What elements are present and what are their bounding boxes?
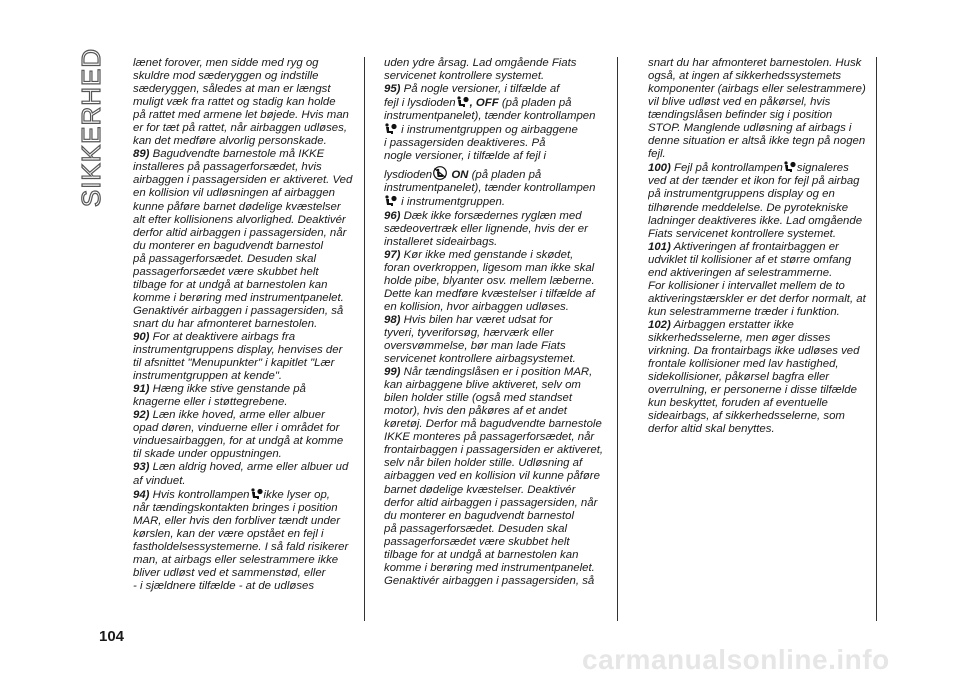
text-line: du monterer en bagudvendt barnestol	[384, 509, 574, 522]
text-line: derfor altid airbaggen i passagersiden, når	[133, 226, 347, 239]
paragraph-line: 93) Læn aldrig hoved, arme eller albuer ud	[133, 461, 349, 474]
note-number: 102)	[648, 318, 671, 331]
text-line: kan det medføre alvorlig personskade.	[133, 135, 327, 148]
airbag-warning-icon	[384, 123, 398, 135]
text-line: bliver udløst ved et sammenstød, eller	[133, 566, 326, 579]
text-line: køretøj. Derfor må bagudvendte barnestole	[384, 418, 602, 431]
text-line: STOP. Manglende udløsning af airbags i	[648, 122, 852, 135]
text-line: fastholdelsessystemerne. I så fald risikerer	[133, 540, 349, 553]
text-line: servicenet kontrollere systemet.	[384, 70, 545, 83]
note-number: 94)	[133, 488, 150, 501]
airbag-warning-icon	[384, 195, 398, 207]
text-line: sidekollisioner, påkørsel bagfra eller	[648, 371, 830, 384]
text-line: kun beskyttet, foruden af eventuelle	[648, 397, 828, 410]
text-line: lænet forover, men sidde med ryg og	[133, 57, 319, 69]
text-line: komme i berøring med instrumentpanelet.	[384, 561, 595, 574]
text-line: tilbage for at undgå at barnestolen kan	[384, 548, 579, 561]
text-line: Dette kan medføre kvæstelser i tilfælde af	[384, 287, 595, 300]
text-line: sikkerhedsselerne, men øger disses	[648, 331, 831, 344]
text-line: virkning. Da frontairbags ikke udløses ved	[648, 345, 860, 358]
text-line: tilbage for at undgå at barnestolen kan	[133, 278, 328, 291]
text-line: bilen holder stille (også med standset	[384, 392, 573, 405]
text-line: ved at der tænder et ikon for fejl på airbag	[648, 175, 860, 188]
text-line: udviklet til kollisioner af et større omfang	[648, 253, 852, 266]
text-line: kunne påføre barnet dødelige kvæstelser	[133, 200, 341, 213]
note-number: 93)	[133, 461, 150, 474]
note-number: 98)	[384, 313, 401, 326]
note-number: 91)	[133, 383, 150, 396]
text-line: passagerforsædet være skubbet helt	[384, 535, 570, 548]
text-line: ladninger deaktiveres ikke. Lad omgående	[648, 214, 863, 227]
watermark: carmanualsonline.info	[582, 644, 890, 675]
text-line: Genaktivér airbaggen i passagersiden, så	[133, 304, 344, 317]
text-line: på rattet med armene let bøjede. Hvis man	[133, 109, 349, 122]
text-line: derfor altid skal benyttes.	[648, 423, 775, 436]
text-line: tilhørende meddelelse. De pyrotekniske	[648, 201, 849, 214]
text-line: komponenter (airbags eller selestrammere)	[648, 83, 866, 96]
text-line: foran overkroppen, ligesom man ikke skal	[384, 261, 595, 274]
text-line: instrumentpanelet), tænder kontrollampen	[384, 110, 596, 123]
text-line: motor), hvis den påkøres af et andet	[384, 405, 567, 418]
text-line: til skade under oppustningen.	[133, 448, 282, 461]
text-line: denne situation er altså ikke tegn på nogen	[648, 135, 866, 148]
note-number: 99)	[384, 366, 401, 379]
note-number: 89)	[133, 148, 150, 161]
paragraph-line: 91) Hæng ikke stive genstande på	[133, 383, 306, 396]
note-number: 95)	[384, 83, 401, 96]
text-line: airbaggen ved en kollision vil kunne påføre	[384, 470, 600, 483]
text-line: af vinduet.	[133, 474, 186, 487]
text-line: tyveri, tyveriforsøg, hærværk eller	[384, 326, 554, 339]
text-line: kørslen, kan der være opstået en fejl i	[133, 527, 324, 540]
text-line: skuldre mod sæderyggen og indstille	[133, 70, 319, 83]
text-line: frontale kollisioner med lav hastighed,	[648, 358, 839, 371]
airbag-warning-icon	[456, 96, 470, 108]
text-line: kan airbaggene blive aktiveret, selv om	[384, 379, 581, 392]
paragraph-line: 96) Dæk ikke forsædernes ryglæn med	[384, 209, 582, 222]
text-line: snart du har afmonteret barnestolen.	[133, 317, 318, 330]
text-line: IKKE monteres på passagerforsædet, når	[384, 431, 595, 444]
note-number: 101)	[648, 240, 671, 253]
note-number: 92)	[133, 409, 150, 422]
text-line: også, at ingen af sikkerhedssystemets	[648, 70, 842, 83]
text-line: selv når bilen holder stille. Udløsning af	[384, 457, 583, 470]
text-line: fejl.	[648, 148, 666, 161]
text-line: sædeovertræk eller lignende, hvis der er	[384, 222, 588, 235]
text-line: man, at airbags eller selestrammere ikke	[133, 553, 339, 566]
paragraph-line: lysdioden ON (på pladen på	[384, 166, 617, 182]
paragraph-line: 99) Når tændingslåsen er i position MAR,	[384, 366, 593, 379]
text-line: MAR, eller hvis den forbliver tændt under	[133, 514, 341, 527]
text-column-3	[648, 57, 877, 621]
text-line: derfor altid airbaggen i passagersiden, når	[384, 496, 598, 509]
paragraph-line: i instrumentgruppen.	[384, 195, 617, 209]
text-line: instrumentgruppens display, henvises der	[133, 344, 343, 357]
text-line: passagerforsædet være skubbet helt	[133, 265, 319, 278]
paragraph-line: 95) På nogle versioner, i tilfælde af	[384, 83, 560, 96]
section-title: SIKKERHED	[76, 47, 107, 207]
text-line: uden ydre årsag. Lad omgående Fiats	[384, 57, 577, 69]
text-line: muligt væk fra rattet og stadig kan holde	[133, 96, 336, 109]
text-line: på passagerforsædet. Desuden skal	[384, 522, 567, 535]
text-line: i passagersiden deaktiveres. På	[384, 137, 546, 150]
text-line: kun selestrammerne træder i funktion.	[648, 305, 840, 318]
passenger-airbag-off-icon	[432, 166, 448, 180]
note-number: 97)	[384, 248, 401, 261]
text-line: sæderyggen, således at man er længst	[133, 83, 331, 96]
text-line: installeres på passagerforsædet, hvis	[133, 161, 322, 174]
text-line: aktiveringstærskler er det derfor normalt, at	[648, 292, 866, 305]
paragraph-line: 100) Fejl på kontrollampen signaleres	[648, 162, 849, 175]
paragraph-line: fejl i lysdioden , OFF (på pladen på	[384, 97, 572, 110]
text-line: installeret sideairbags.	[384, 235, 498, 248]
text-line: på instrumentgruppens display og en	[648, 188, 835, 201]
text-line: er for tæt på rattet, når airbaggen udløses,	[133, 122, 348, 135]
text-line: servicenet kontrollere airbagsystemet.	[384, 353, 576, 366]
text-line: For kollisioner i intervallet mellem de to	[648, 279, 845, 292]
text-line: du monterer en bagudvendt barnestol	[133, 239, 323, 252]
text-line: Genaktivér airbaggen i passagersiden, så	[384, 574, 595, 587]
text-column-2	[384, 57, 618, 621]
text-line: Fiats servicenet kontrollere systemet.	[648, 227, 837, 240]
text-line: - i sjældnere tilfælde - at de udløses	[133, 579, 315, 592]
text-line: nogle versioner, i tilfælde af fejl i	[384, 150, 547, 163]
paragraph-line: 101) Aktiveringen af frontairbaggen er	[648, 240, 839, 253]
text-line: til afsnittet "Menupunkter" i kapitlet "Lær	[133, 357, 335, 370]
text-line: en kollision, hvor airbaggen udløses.	[384, 300, 569, 313]
paragraph-line: 97) Kør ikke med genstande i skødet,	[384, 248, 574, 261]
airbag-warning-icon	[250, 488, 264, 500]
text-line: barnet dødelige kvæstelser. Deaktivér	[384, 483, 576, 496]
text-line: instrumentgruppen at kende".	[133, 370, 283, 383]
text-line: oversvømmelse, bør man lade Fiats	[384, 339, 566, 352]
text-line: holde pibe, blyanter osv. mellem læberne.	[384, 274, 595, 287]
text-line: alt efter kollisionens alvorlighed. Deaktivér	[133, 213, 346, 226]
note-number: 96)	[384, 209, 401, 222]
text-line: opad døren, vinduerne eller i området for	[133, 422, 340, 435]
airbag-warning-icon	[783, 161, 797, 173]
text-line: snart du har afmonteret barnestolen. Husk	[648, 57, 862, 69]
paragraph-line: 89) Bagudvendte barnestole må IKKE	[133, 148, 325, 161]
text-line: frontairbaggen i passagersiden er aktiveret,	[384, 444, 604, 457]
text-line: end aktiveringen af selestrammerne.	[648, 266, 833, 279]
text-line: komme i berøring med instrumentpanelet.	[133, 291, 344, 304]
paragraph-line: 94) Hvis kontrollampen ikke lyser op,	[133, 488, 330, 501]
text-line: når tændingskontakten bringes i position	[133, 501, 338, 514]
paragraph-line: 98) Hvis bilen har været udsat for	[384, 313, 553, 326]
text-line: en kollision vil udløsningen af airbaggen	[133, 187, 335, 200]
text-line: sideairbags, af sikkerhedsselerne, som	[648, 410, 845, 423]
text-line: tændingslåsen befinder sig i position	[648, 109, 833, 122]
text-line: vinduesairbaggen, for at undgå at komme	[133, 435, 344, 448]
paragraph-line: 102) Airbaggen erstatter ikke	[648, 318, 794, 331]
text-line: airbaggen i passagersiden er aktiveret. Ved	[133, 174, 353, 187]
paragraph-line: 90) For at deaktivere airbags fra	[133, 330, 296, 343]
text-line: overrulning, er personerne i disse tilfælde	[648, 384, 857, 397]
paragraph-line: i instrumentgruppen og airbaggene	[384, 123, 617, 137]
text-line: instrumentpanelet), tænder kontrollampen	[384, 182, 596, 195]
page-number: 104	[99, 628, 125, 645]
text-line: vil blive udløst ved en påkørsel, hvis	[648, 96, 831, 109]
text-line: på passagerforsædet. Desuden skal	[133, 252, 316, 265]
text-column-1	[133, 57, 365, 621]
text-line: knagerne eller i støttegrebene.	[133, 396, 288, 409]
paragraph-line: 92) Læn ikke hoved, arme eller albuer	[133, 409, 325, 422]
note-number: 90)	[133, 330, 150, 343]
note-number: 100)	[648, 162, 671, 175]
